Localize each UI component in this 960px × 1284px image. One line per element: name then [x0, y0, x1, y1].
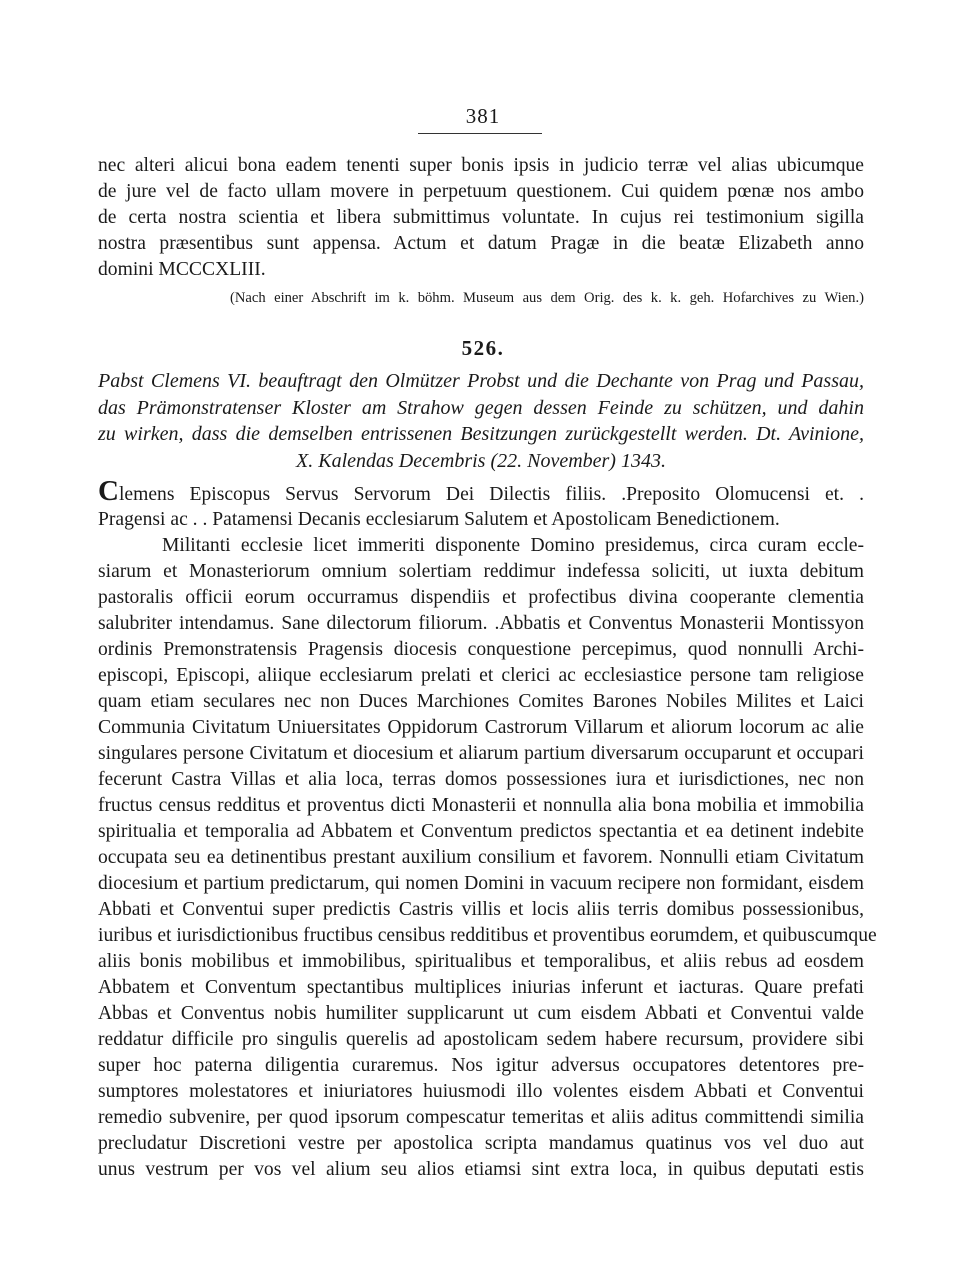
- body-line: Militanti ecclesie licet immeriti disponente Domino presidemus, circa curam eccle-: [162, 535, 864, 556]
- body-line: salubriter intendamus. Sane dilectorum filiorum. .Abbatis et Conventus Monasterii Montissyon: [98, 613, 864, 634]
- body-line: super hoc paterna diligentia curaremus. Nos igitur adversus occupatores detentores pre-: [98, 1055, 864, 1076]
- paragraph-line: nostra præsentibus sunt appensa. Actum et datum Pragæ in die beatæ Elizabeth anno: [98, 233, 864, 254]
- top-paragraph: [98, 153, 864, 283]
- body-line: sumptores molestatores et iniuriatores huiusmodi illo volentes eisdem Abbati et Conventui: [98, 1081, 864, 1102]
- document-body: [98, 475, 877, 1209]
- body-line: Abbas et Conventus nobis humiliter supplicarunt ut cum eisdem Abbati et Conventui valde: [98, 1003, 864, 1024]
- paragraph-line: de jure vel de facto ullam movere in perpetuum questionem. Cui quidem pœnæ nos ambo: [98, 181, 864, 202]
- paragraph-line: de certa nostra scientia et libera submittimus voluntate. In cujus rei testimonium sigilla: [98, 207, 864, 228]
- body-line: quam etiam seculares nec non Duces Marchiones Comites Barones Nobiles Milites et Laici: [98, 691, 864, 712]
- opening-line-text: lemens Episcopus Servus Servorum Dei Dilectis filiis. .Preposito Olomucensi et. .: [118, 484, 864, 505]
- regest-line: zu wirken, dass die demselben entrissenen Besitzungen zurückgestellt werden. Dt. Avinione,: [98, 423, 864, 445]
- body-line: fructus census redditus et proventus dicti Monasterii et nonnulla alia bona mobilia et immobilia: [98, 795, 864, 816]
- page-number: 381: [465, 104, 501, 128]
- body-line: [98, 1183, 864, 1209]
- page-number-rule: [418, 133, 542, 134]
- paragraph-line: nec alteri alicui bona eadem tenenti super bonis ipsis in judicio terræ vel alias ubicumque: [98, 155, 864, 176]
- body-line: episcopi, Episcopi, aliique ecclesiarum prelati et clerici ac ecclesiastice persone tam religiose: [98, 665, 864, 686]
- paragraph-line: domini MCCCXLIII.: [98, 259, 266, 280]
- body-line: unus vestrum per vos vel alium seu alios etiamsi sint extra loca, in quibus deputati estis: [98, 1159, 864, 1180]
- body-line: Communia Civitatum Uniuersitates Oppidorum Castrorum Villarum et aliorum locorum ac alie: [98, 717, 864, 738]
- body-line: iuribus et iurisdictionibus fructibus censibus redditibus et proventibus eorumdem, et quibuscumque: [98, 925, 877, 946]
- regest-line: Pabst Clemens VI. beauftragt den Olmützer Probst und die Dechante von Prag und Passau,: [98, 370, 864, 392]
- regest-line: X. Kalendas Decembris (22. November) 1343.: [296, 449, 666, 472]
- body-line: ordinis Premonstratensis Pragensis diocesis conquestione percepimus, quod nonnulli Archi-: [98, 639, 864, 660]
- body-line: Abbatem et Conventum spectantibus multiplices iniurias inferunt et iacturas. Quare prefati: [98, 977, 864, 998]
- body-line: occupata seu ea detinentibus prestant auxilium consilium et favorem. Nonnulli etiam Civitatum: [98, 847, 864, 868]
- body-line: pastoralis officii eorum occurramus dispendiis et profectibus divina cooperante clementia: [98, 587, 864, 608]
- regest-line: das Prämonstratenser Kloster am Strahow gegen dessen Feinde zu schützen, und dahin: [98, 396, 864, 419]
- source-note: (Nach einer Abschrift im k. böhm. Museum aus dem Orig. des k. k. geh. Hofarchives zu Wien.): [230, 290, 864, 306]
- body-line: diocesium et partium predictarum, qui nomen Domini in vacuum recipere non formidant, eisdem: [98, 873, 864, 894]
- body-line: spiritualia et temporalia ad Abbatem et Conventum predictos spectantia et ea detinent indebite: [98, 821, 864, 842]
- document-regest: [98, 368, 864, 474]
- body-line: singulares persone Civitatum et diocesium et aliarum partium diversarum occuparunt et occupari: [98, 743, 864, 764]
- document-number: 526.: [461, 336, 505, 360]
- body-line: aliis bonis mobilibus et immobilibus, spiritualibus et temporalibus, et aliis rebus ad eosdem: [98, 951, 864, 972]
- body-line: Pragensi ac . . Patamensi Decanis ecclesiarum Salutem et Apostolicam Benedictionem.: [98, 509, 780, 530]
- body-line: reddatur difficile pro singulis querelis ad apostolicam sedem habere recursum, providere sibi: [98, 1029, 864, 1050]
- body-line: fecerunt Castra Villas et alia loca, terras domos possessiones iura et iurisdictiones, nec non: [98, 769, 864, 790]
- body-line: remedio subvenire, per quod ipsorum compescatur temeritas et aliis aditus committendi similia: [98, 1107, 864, 1128]
- initial-letter: C: [98, 475, 119, 507]
- body-line: Abbati et Conventui super predictis Castris villis et locis aliis terris domibus possessionibus,: [98, 899, 864, 920]
- body-line: precludatur Discretioni vestre per apostolica scripta mandamus quatinus vos vel duo aut: [98, 1133, 864, 1154]
- opening-line: [98, 475, 864, 507]
- body-line: siarum et Monasteriorum omnium solertiam reddimur indefessa soliciti, ut iuxta debitum: [98, 561, 864, 582]
